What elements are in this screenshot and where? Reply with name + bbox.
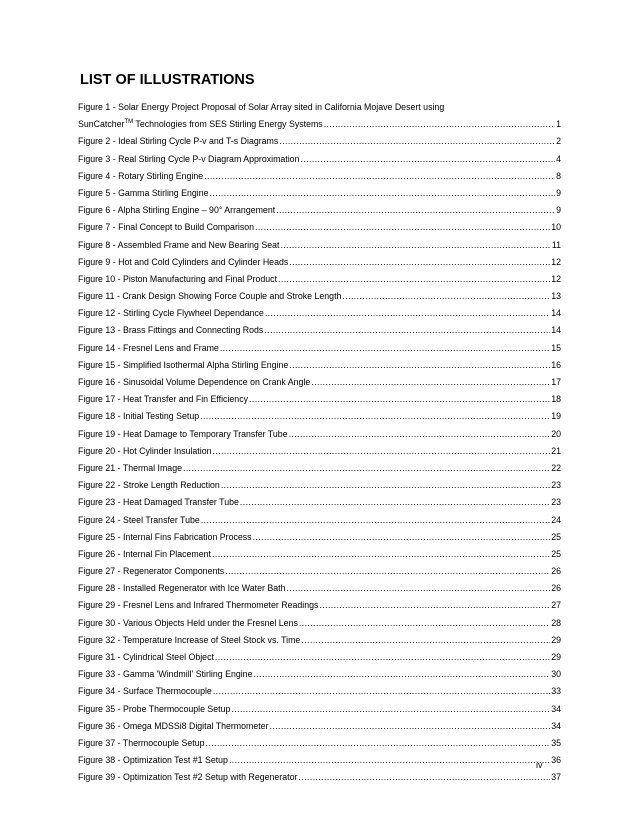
dot-leader — [183, 460, 550, 477]
toc-entry-text: Figure 8 - Assembled Frame and New Bearing Seat — [78, 239, 280, 250]
dot-leader — [204, 168, 555, 185]
toc-page-number: 12 — [551, 273, 561, 284]
toc-entry[interactable] — [78, 305, 561, 322]
toc-entry[interactable] — [78, 512, 561, 529]
toc-entry[interactable] — [78, 254, 561, 271]
dot-leader — [301, 632, 550, 649]
toc-page-number: 8 — [556, 170, 561, 181]
toc-page-number: 37 — [551, 772, 561, 783]
toc-page-number: 12 — [551, 256, 561, 267]
toc-entry[interactable] — [78, 460, 561, 477]
toc-entry-text: Figure 36 - Omega MDSSi8 Digital Thermometer — [78, 720, 269, 731]
toc-entry[interactable] — [78, 237, 561, 254]
dot-leader — [289, 254, 550, 271]
dot-leader — [299, 615, 550, 632]
toc-entry-text: Figure 30 - Various Objects Held under the Fresnel Lens — [78, 617, 298, 628]
toc-entry[interactable] — [78, 580, 561, 597]
toc-entry-text: Figure 14 - Fresnel Lens and Frame — [78, 342, 219, 353]
toc-entry[interactable] — [78, 288, 561, 305]
dot-leader — [255, 219, 550, 236]
toc-entry-text: Figure 18 - Initial Testing Setup — [78, 411, 200, 422]
dot-leader — [270, 718, 551, 735]
toc-entry[interactable] — [78, 357, 561, 374]
dot-leader — [300, 151, 555, 168]
toc-page-number: 20 — [551, 428, 561, 439]
dot-leader — [280, 237, 550, 254]
toc-entry-text: Figure 2 - Ideal Stirling Cycle P-v and T-s Diagrams — [78, 136, 279, 147]
toc-entry-text: Figure 38 - Optimization Test #1 Setup — [78, 755, 228, 766]
dot-leader — [342, 288, 550, 305]
toc-entry[interactable] — [78, 752, 561, 769]
trademark-superscript: TM — [124, 119, 134, 126]
toc-entry-text: Figure 3 - Real Stirling Cycle P-v Diagram Approximation — [78, 153, 300, 164]
dot-leader — [240, 494, 550, 511]
toc-entry-text: Figure 39 - Optimization Test #2 Setup with Regenerator — [78, 772, 298, 783]
dot-leader — [210, 185, 556, 202]
dot-leader — [298, 769, 550, 786]
toc-page-number: 23 — [551, 480, 561, 491]
dot-leader — [286, 580, 550, 597]
dot-leader — [212, 546, 550, 563]
toc-entry[interactable] — [78, 718, 561, 735]
toc-entry-text: Figure 31 - Cylindrical Steel Object — [78, 652, 214, 662]
toc-entry[interactable] — [78, 529, 561, 546]
toc-page-number: 23 — [551, 497, 561, 508]
toc-entries — [78, 133, 561, 786]
toc-entry-text: Figure 32 - Temperature Increase of Steel Stock vs. Time — [78, 634, 301, 645]
toc-entry-text: Figure 29 - Fresnel Lens and Infrared Thermometer Readings — [78, 600, 319, 611]
toc-page-number: 11 — [551, 239, 561, 250]
toc-entry-text: Figure 1 - Solar Energy Project Proposal of Solar Array sited in California Mojave Desert using — [78, 102, 445, 112]
dot-leader — [221, 477, 550, 494]
toc-page-number: 1 — [556, 119, 561, 130]
dot-leader — [311, 374, 550, 391]
toc-page-number: 26 — [551, 566, 561, 577]
toc-entry-text: Figure 34 - Surface Thermocouple — [78, 686, 212, 697]
toc-entry-text: Figure 6 - Alpha Stirling Engine – 90° Arrangement — [78, 205, 276, 216]
toc-page-number: 25 — [551, 531, 561, 542]
dot-leader — [265, 305, 550, 322]
toc-entry-text: Figure 5 - Gamma Stirling Engine — [78, 187, 209, 198]
toc-entry-text: Figure 22 - Stroke Length Reduction — [78, 480, 220, 491]
toc-entry[interactable] — [78, 632, 561, 649]
toc-page-number: 21 — [551, 445, 561, 456]
toc-entry-text: Figure 24 - Steel Transfer Tube — [78, 514, 200, 525]
toc-entry[interactable] — [78, 426, 561, 443]
toc-entry-text: Figure 21 - Thermal Image — [78, 462, 182, 473]
toc-entry[interactable] — [78, 494, 561, 511]
dot-leader — [249, 391, 550, 408]
toc-entry[interactable] — [78, 683, 561, 700]
toc-entry[interactable] — [78, 615, 561, 632]
dot-leader — [215, 649, 550, 666]
toc-page-number: 30 — [551, 669, 561, 680]
toc-entry-text-part: SunCatcher — [78, 119, 125, 130]
toc-page-number: 27 — [551, 600, 561, 611]
toc-entry-text: Figure 23 - Heat Damaged Transfer Tube — [78, 497, 239, 508]
toc-page-number: 2 — [556, 136, 561, 147]
toc-entry-text: Figure 9 - Hot and Cold Cylinders and Cylinder Heads — [78, 256, 289, 267]
dot-leader — [229, 752, 550, 769]
toc-entry[interactable] — [78, 769, 561, 786]
toc-page-number: 15 — [551, 342, 561, 353]
toc-entry[interactable] — [78, 546, 561, 563]
toc-entry-text: Figure 11 - Crank Design Showing Force Couple and Stroke Length — [78, 291, 342, 302]
dot-leader — [231, 701, 550, 718]
toc-page-number: 9 — [556, 187, 561, 198]
toc-entry-text: Figure 10 - Piston Manufacturing and Final Product — [78, 273, 278, 284]
toc-page-number: 18 — [551, 394, 561, 405]
toc-page-number: 34 — [551, 720, 561, 731]
toc-entry[interactable] — [78, 340, 561, 357]
toc-entry[interactable] — [78, 322, 561, 339]
dot-leader — [278, 271, 550, 288]
toc-entry[interactable] — [78, 408, 561, 425]
dot-leader — [324, 116, 555, 133]
dot-leader — [201, 512, 550, 529]
toc-page-number: 4 — [556, 153, 561, 164]
toc-entry[interactable] — [78, 391, 561, 408]
dot-leader — [200, 408, 550, 425]
dot-leader — [213, 683, 550, 700]
toc-entry-text: Figure 25 - Internal Fins Fabrication Process — [78, 531, 252, 542]
toc-entry-text: Figure 13 - Brass Fittings and Connecting Rods — [78, 325, 264, 336]
dot-leader — [264, 322, 550, 339]
dot-leader — [253, 529, 551, 546]
toc-entry[interactable] — [78, 374, 561, 391]
toc-entry[interactable] — [78, 701, 561, 718]
toc-entry-text: Figure 26 - Internal Fin Placement — [78, 548, 211, 559]
toc-entry[interactable] — [78, 649, 561, 666]
toc-page-number: 10 — [551, 222, 561, 233]
dot-leader — [279, 133, 555, 150]
toc-entry[interactable] — [78, 563, 561, 580]
dot-leader — [253, 666, 550, 683]
toc-entry-text: Figure 17 - Heat Transfer and Fin Efficiency — [78, 394, 248, 405]
dot-leader — [220, 340, 550, 357]
toc-entry-text: Figure 7 - Final Concept to Build Comparison — [78, 222, 255, 233]
toc-page-number: 22 — [551, 462, 561, 473]
toc-entry-text: Figure 15 - Simplified Isothermal Alpha Stirling Engine — [78, 359, 289, 370]
toc-page-number: 14 — [551, 325, 561, 336]
toc-entry[interactable] — [78, 219, 561, 236]
toc-entry[interactable] — [78, 116, 561, 133]
dot-leader — [276, 202, 555, 219]
toc-entry[interactable] — [78, 202, 561, 219]
toc-page-number: 35 — [551, 737, 561, 748]
page-title: LIST OF ILLUSTRATIONS — [80, 72, 255, 88]
toc-page-number: 13 — [551, 291, 561, 302]
footer-page-number: iv — [536, 760, 543, 770]
illustrations-list — [78, 99, 561, 787]
toc-page-number: 9 — [556, 205, 561, 216]
toc-entry-text: Figure 37 - Thermocouple Setup — [78, 737, 205, 748]
toc-page-number: 14 — [551, 308, 561, 319]
dot-leader — [289, 426, 551, 443]
toc-entry-text: Figure 28 - Installed Regenerator with Ice Water Bath — [78, 583, 286, 594]
toc-entry[interactable] — [78, 271, 561, 288]
toc-entry[interactable] — [78, 185, 561, 202]
toc-entry-text — [78, 116, 323, 133]
toc-page-number: 28 — [551, 617, 561, 628]
toc-page-number: 24 — [551, 514, 561, 525]
dot-leader — [289, 357, 550, 374]
toc-page-number: 26 — [551, 583, 561, 594]
toc-entry-text: Figure 35 - Probe Thermocouple Setup — [78, 703, 231, 714]
toc-entry-text-part: Technologies from SES Stirling Energy Systems — [133, 119, 323, 130]
toc-entry[interactable] — [78, 666, 561, 683]
toc-page-number: 19 — [551, 411, 561, 422]
toc-entry[interactable] — [78, 443, 561, 460]
dot-leader — [319, 597, 550, 614]
dot-leader — [206, 735, 551, 752]
toc-entry-text: Figure 27 - Regenerator Components — [78, 566, 225, 577]
toc-entry[interactable] — [78, 477, 561, 494]
toc-page-number: 25 — [551, 548, 561, 559]
toc-entry-line[interactable] — [78, 99, 561, 116]
toc-entry-text: Figure 12 - Stirling Cycle Flywheel Dependance — [78, 308, 264, 319]
dot-leader — [212, 443, 550, 460]
toc-entry[interactable] — [78, 168, 561, 185]
toc-page-number: 34 — [551, 703, 561, 714]
dot-leader — [225, 563, 550, 580]
toc-page-number: 29 — [551, 652, 561, 662]
toc-page-number: 17 — [551, 377, 561, 387]
toc-entry-text: Figure 4 - Rotary Stirling Engine — [78, 170, 204, 181]
toc-entry[interactable] — [78, 133, 561, 150]
toc-page-number: 29 — [551, 634, 561, 645]
toc-entry-text: Figure 33 - Gamma 'Windmill' Stirling Engine — [78, 669, 253, 680]
toc-entry[interactable] — [78, 151, 561, 168]
toc-page-number: 36 — [551, 755, 561, 766]
toc-entry[interactable] — [78, 597, 561, 614]
toc-entry[interactable] — [78, 735, 561, 752]
toc-page-number: 16 — [551, 359, 561, 370]
toc-entry-text: Figure 20 - Hot Cylinder Insulation — [78, 445, 212, 456]
toc-entry-text: Figure 19 - Heat Damage to Temporary Transfer Tube — [78, 428, 288, 439]
toc-entry-text: Figure 16 - Sinusoidal Volume Dependence on Crank Angle — [78, 377, 311, 387]
toc-page-number: 33 — [551, 686, 561, 697]
